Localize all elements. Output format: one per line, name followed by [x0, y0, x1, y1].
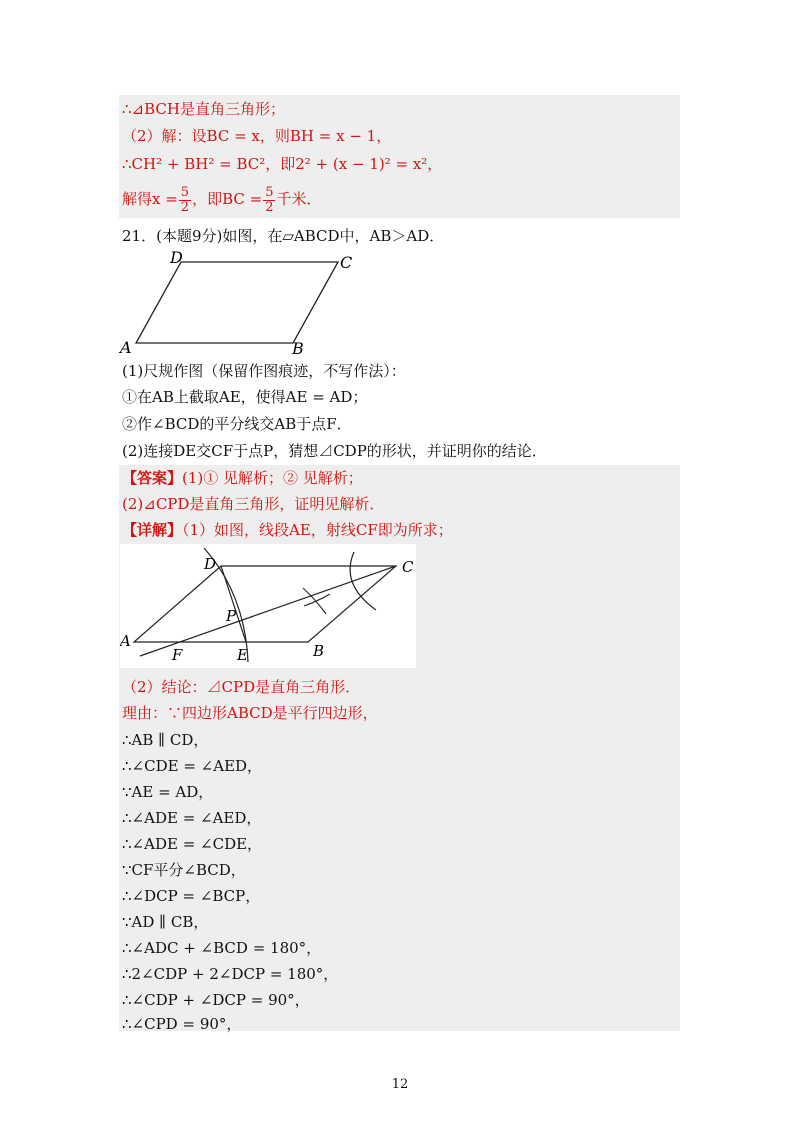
parallelogram-abcd: [136, 262, 338, 343]
prev-solution-line-3: ∴CH² + BH² = BC²，即2² + (x − 1)² = x²，: [122, 155, 443, 173]
answer-line-2: (2)⊿CPD是直角三角形，证明见解析．: [122, 495, 385, 513]
label-d-2: D: [204, 555, 217, 573]
proof-step-5: ∴∠ADE = ∠CDE，: [122, 835, 263, 853]
parallelogram-figure: [118, 250, 358, 358]
fraction-bc: $\frac{5}{2}$: [265, 184, 274, 215]
answer-line-1: [122, 468, 363, 488]
answer-part1: (1)① 见解析；② 见解析；: [182, 469, 363, 487]
label-c-2: C: [402, 558, 414, 576]
detail-line-1: [122, 520, 453, 540]
proof-step-10: ∴2∠CDP + 2∠DCP = 180°，: [122, 965, 339, 983]
proof-reason: 理由：∵四边形ABCD是平行四边形，: [122, 704, 378, 722]
label-d: D: [170, 250, 183, 267]
label-a: A: [120, 338, 132, 357]
label-a-2: A: [120, 632, 131, 650]
proof-step-4: ∴∠ADE = ∠AED，: [122, 809, 262, 827]
proof-step-7: ∴∠DCP = ∠BCP，: [122, 887, 261, 905]
arc-mark-2: [304, 594, 330, 606]
page-number: 12: [391, 1077, 409, 1092]
prev-solution-line-1: ∴⊿BCH是直角三角形；: [122, 100, 285, 118]
detail-part1: （1）如图，线段AE，射线CF即为所求；: [182, 521, 453, 539]
proof-step-2: ∴∠CDE = ∠AED，: [122, 757, 263, 775]
prev-solution-line-2: （2）解：设BC = x，则BH = x − 1，: [122, 127, 392, 145]
problem-part1: (1)尺规作图（保留作图痕迹，不写作法）：: [122, 362, 406, 380]
problem-part2: (2)连接DE交CF于点P，猜想⊿CDP的形状，并证明你的结论．: [122, 442, 547, 460]
label-e: E: [237, 646, 248, 664]
proof-step-1: ∴AB ∥ CD，: [122, 731, 209, 749]
proof-step-9: ∴∠ADC + ∠BCD = 180°，: [122, 939, 322, 957]
label-b-2: B: [313, 642, 325, 660]
proof-conclusion: （2）结论：⊿CPD是直角三角形．: [122, 678, 361, 696]
label-f: F: [172, 646, 183, 664]
solve-mid: ，即BC =: [192, 190, 263, 208]
parallelogram-abcd-2: [134, 566, 396, 642]
problem-step1: ①在AB上截取AE，使得AE = AD；: [122, 388, 368, 406]
proof-step-3: ∵AE = AD，: [122, 783, 214, 801]
label-p: P: [226, 607, 237, 625]
fraction-x: $\frac{5}{2}$: [180, 184, 190, 215]
solve-suffix: 千米．: [276, 190, 322, 208]
proof-step-6: ∵CF平分∠BCD，: [122, 861, 246, 879]
problem-header: 21．(本题9分)如图，在▱ABCD中，AB＞AD．: [122, 227, 445, 245]
construction-figure: [120, 544, 416, 668]
solve-prefix: 解得x =: [122, 190, 178, 208]
label-b: B: [292, 339, 304, 358]
answer-label: 【答案】: [122, 469, 183, 487]
label-c: C: [340, 253, 353, 272]
problem-step2: ②作∠BCD的平分线交AB于点F．: [122, 415, 352, 433]
prev-solution-line-4: [122, 184, 322, 215]
proof-step-12: ∴∠CPD = 90°，: [122, 1015, 242, 1033]
proof-step-8: ∵AD ∥ CB，: [122, 913, 209, 931]
proof-step-11: ∴∠CDP + ∠DCP = 90°，: [122, 991, 310, 1009]
detail-label: 【详解】: [122, 521, 183, 539]
